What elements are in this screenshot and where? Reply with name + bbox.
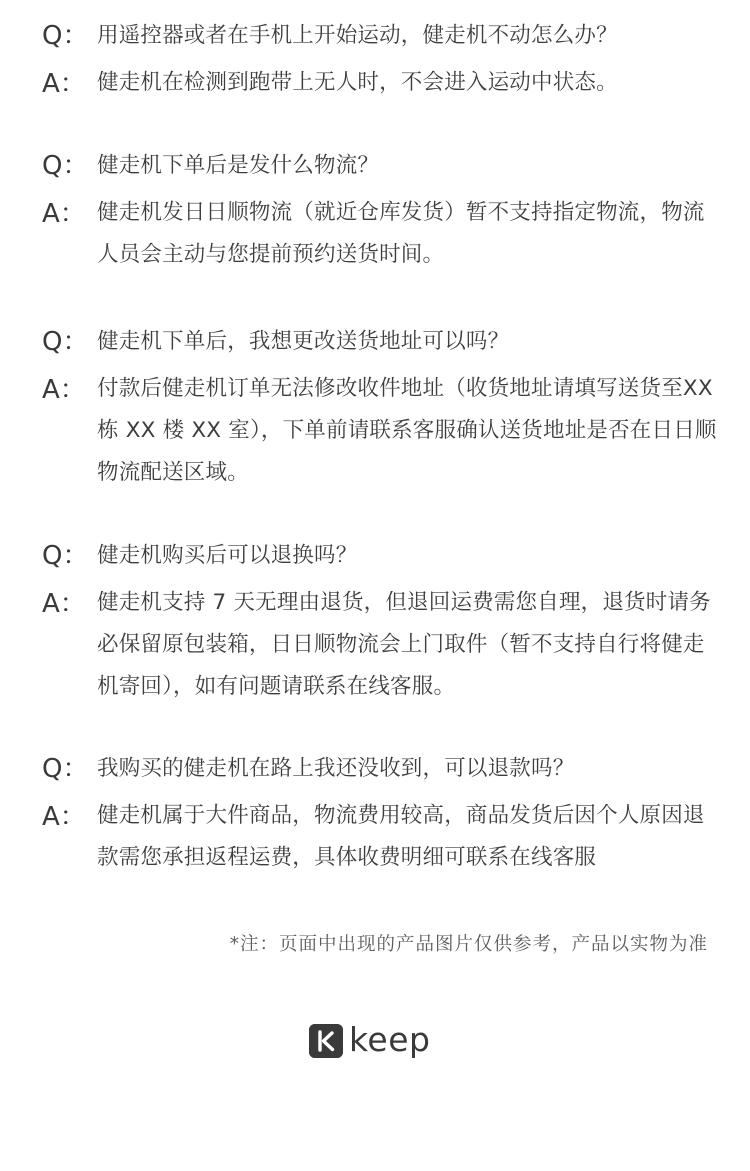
answer-marker: A：: [42, 802, 86, 832]
question-row: [0, 20, 750, 52]
answer-text: 健走机发日日顺物流（就近仓库发货）暂不支持指定物流，物流人员会主动与您提前预约送货时间。: [97, 200, 705, 267]
answer-text: 健走机支持 7 天无理由退货，但退回运费需您自理，退货时请务必保留原包装箱，日日顺物流会上门取件（暂不支持自行将健走机寄回），如有问题请联系在线客服。: [97, 590, 711, 699]
answer-row: [0, 62, 750, 104]
question-text: 我购买的健走机在路上我还没收到，可以退款吗？: [97, 756, 575, 781]
question-marker: Q：: [42, 327, 89, 357]
answer-text: 付款后健走机订单无法修改收件地址（收货地址请填写送货至XX 栋 XX 楼 XX 室），下单前请联系客服确认送货地址是否在日日顺物流配送区域。: [97, 376, 717, 485]
answer-marker: A：: [42, 589, 86, 619]
question-text: 用遥控器或者在手机上开始运动，健走机不动怎么办？: [97, 23, 618, 48]
question-text: 健走机下单后是发什么物流？: [97, 153, 380, 178]
question-text: 健走机下单后，我想更改送货地址可以吗？: [97, 329, 510, 354]
question-marker: Q：: [42, 151, 89, 181]
keep-logo-word: keep: [349, 1020, 431, 1059]
faq-item: [0, 540, 750, 708]
faq-item: [0, 150, 750, 276]
answer-marker: A：: [42, 199, 86, 229]
answer-row: [0, 192, 750, 276]
faq-item: [0, 753, 750, 879]
question-marker: Q：: [42, 754, 89, 784]
faq-item: [0, 326, 750, 494]
question-marker: Q：: [42, 21, 89, 51]
disclaimer-note: *注：页面中出现的产品图片仅供参考，产品以实物为准: [229, 934, 708, 955]
question-row: [0, 753, 750, 785]
faq-item: [0, 20, 750, 104]
question-row: [0, 326, 750, 358]
answer-row: [0, 368, 750, 494]
keep-k-icon: [309, 1024, 343, 1058]
answer-text: 健走机在检测到跑带上无人时，不会进入运动中状态。: [97, 70, 618, 95]
question-row: [0, 150, 750, 182]
answer-row: [0, 795, 750, 879]
question-marker: Q：: [42, 541, 89, 571]
question-text: 健走机购买后可以退换吗？: [97, 543, 358, 568]
keep-logo: [309, 1020, 431, 1059]
question-row: [0, 540, 750, 572]
answer-marker: A：: [42, 375, 86, 405]
answer-text: 健走机属于大件商品，物流费用较高，商品发货后因个人原因退款需您承担返程运费，具体收费明细可联系在线客服: [97, 803, 705, 870]
answer-row: [0, 582, 750, 708]
answer-marker: A：: [42, 69, 86, 99]
